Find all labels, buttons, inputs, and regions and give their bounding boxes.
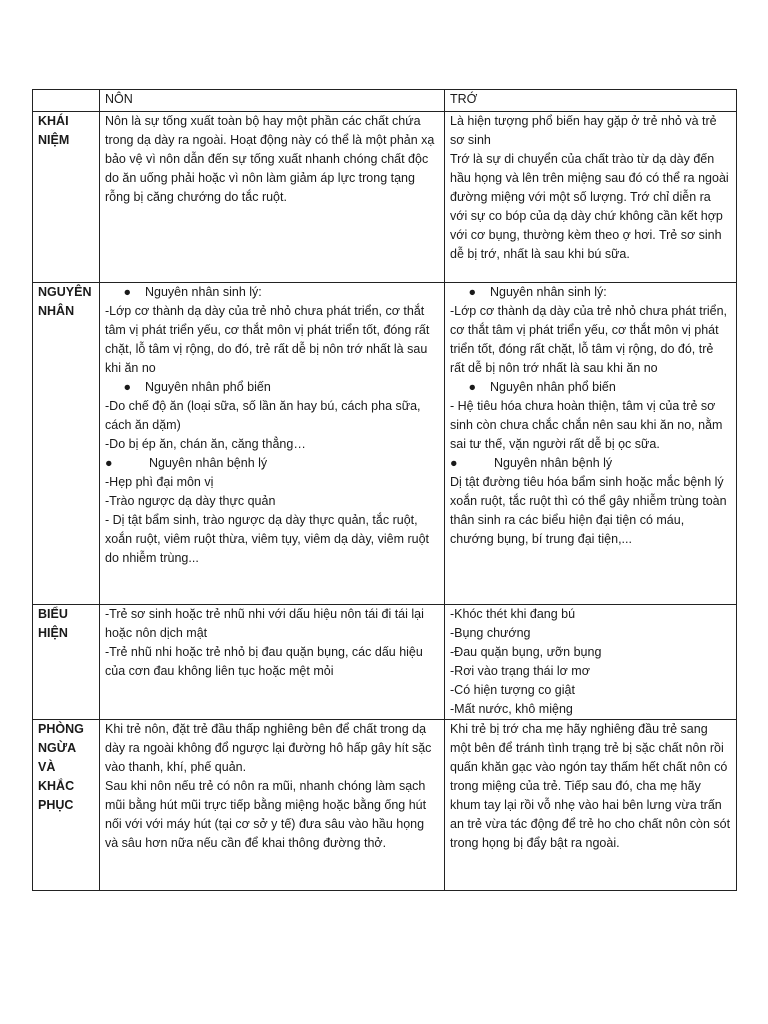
paragraph: -Hẹp phì đại môn vị [105,475,214,489]
bullet-item [105,378,439,397]
list-item: -Có hiện tượng co giật [450,683,575,697]
bullet-icon: ● [105,456,113,470]
paragraph: Khi trẻ bị trớ cha mẹ hãy nghiêng đầu trẻ sang một bên để tránh tình trạng trẻ bị sặc chất nôn rồi quấn khăn gạc vào ngón tay thấm hết chất nôn có trong miệng của trẻ. Tiếp sau đó, cha mẹ hãy khum tay lại rồi vỗ nhẹ vào hai bên lưng vừa trấn an trẻ vừa tác động để trẻ ho cho chất nôn còn sót trong họng bị đẩy bật ra ngoài. [450,722,731,850]
header-blank [33,90,100,112]
list-item: -Rơi vào trạng thái lơ mơ [450,664,590,678]
row-label-phong-ngua: PHÒNG NGỪA VÀ KHẮC PHỤC [33,720,100,891]
bullet-icon: ● [468,285,476,299]
paragraph: -Trào ngược dạ dày thực quản [105,494,276,508]
list-item: -Bụng chướng [450,626,531,640]
list-item: -Mất nước, khô miệng [450,702,573,716]
paragraph: Khi trẻ nôn, đặt trẻ đầu thấp nghiêng bên để chất trong dạ dày ra ngoài không đổ ngược lại đường hô hấp gây hít sặc vào thanh, khí, phế quản. [105,722,432,774]
cell-khai-niem-non [100,112,445,283]
paragraph: - Hệ tiêu hóa chưa hoàn thiện, tâm vị của trẻ sơ sinh còn chưa chắc chắn nên sau khi ăn no, nằm sai tư thế, vặn người rất dễ bị ọc sữa. [450,399,723,451]
bullet-heading: Nguyên nhân bệnh lý [494,456,613,470]
cell-phong-ngua-non [100,720,445,891]
bullet-item [450,378,731,397]
paragraph: -Do chế độ ăn (loại sữa, số lần ăn hay bú, cách pha sữa, cách ăn dặm) [105,399,421,432]
bullet-icon: ● [450,456,458,470]
bullet-heading: Nguyên nhân sinh lý: [145,285,262,299]
list-item: -Khóc thét khi đang bú [450,607,576,621]
bullet-heading: Nguyên nhân sinh lý: [490,285,607,299]
bullet-heading: Nguyên nhân phổ biến [490,380,616,394]
bullet-heading: Nguyên nhân bệnh lý [149,456,268,470]
row-label-khai-niem: KHÁI NIỆM [33,112,100,283]
row-phong-ngua [33,720,737,891]
cell-bieu-hien-non [100,605,445,720]
list-item: -Trẻ sơ sinh hoặc trẻ nhũ nhi với dấu hiệu nôn tái đi tái lại hoặc nôn dịch mật [105,607,424,640]
paragraph: -Lớp cơ thành dạ dày của trẻ nhỏ chưa phát triển, cơ thắt tâm vị phát triển yếu, cơ thắt môn vị phát triển tốt, đóng rất chặt, lỗ tâm vị rộng, do đó, trẻ rất dễ bị nôn trớ nhất là sau khi ăn no [105,304,430,375]
header-non: NÔN [100,90,445,112]
paragraph: Sau khi nôn nếu trẻ có nôn ra mũi, nhanh chóng làm sạch mũi bằng hút mũi trực tiếp bằng miệng hoặc bằng ống hút nối với với máy hút (tại cơ sở y tế) đưa sâu vào hầu họng và sâu hơn nữa nếu cần để khai thông đường thở. [105,779,427,850]
paragraph: Dị tật đường tiêu hóa bẩm sinh hoặc mắc bệnh lý xoắn ruột, tắc ruột thì có thể gây nhiễm trùng toàn thân sinh ra các biểu hiện đại tiện có máu, chướng bụng, bí trung đại tiện,... [450,475,727,546]
cell-nguyen-nhan-tro [445,283,737,605]
cell-phong-ngua-tro [445,720,737,891]
cell-bieu-hien-tro [445,605,737,720]
row-khai-niem [33,112,737,283]
row-nguyen-nhan [33,283,737,605]
cell-khai-niem-tro [445,112,737,283]
paragraph: -Lớp cơ thành dạ dày của trẻ nhỏ chưa phát triển, cơ thắt tâm vị phát triển yếu, cơ thắt môn vị phát triển tốt, đóng rất chặt, lỗ tâm vị rộng, do đó, trẻ rất dễ bị nôn trớ nhất là sau khi ăn no [450,304,728,375]
paragraph: -Do bị ép ăn, chán ăn, căng thẳng… [105,437,306,451]
bullet-icon: ● [123,380,131,394]
row-label-nguyen-nhan: NGUYÊN NHÂN [33,283,100,605]
bullet-item [105,454,439,473]
bullet-icon: ● [123,285,131,299]
bullet-item [105,283,439,302]
bullet-item [450,454,731,473]
paragraph: - Dị tật bẩm sinh, trào ngược dạ dày thực quản, tắc ruột, xoắn ruột, viêm ruột thừa, viêm tụy, viêm dạ dày, viêm ruột do nhiễm trùng... [105,513,430,565]
header-tro: TRỚ [445,90,737,112]
comparison-table [32,89,737,891]
header-row [33,90,737,112]
cell-nguyen-nhan-non [100,283,445,605]
row-label-bieu-hien: BIỂU HIỆN [33,605,100,720]
bullet-item [450,283,731,302]
khai-niem-tro-line-2: Trớ là sự di chuyển của chất trào từ dạ dày đến hầu họng và lên trên miệng sau đó có thể ra ngoài đường miệng với một số lượng. Trớ chỉ diễn ra với sự co bóp của dạ dày chứ không cần kết hợp với cơ bụng, thường kèm theo ợ hơi. Trẻ sơ sinh dễ bị trớ, nhất là sau khi bú sữa. [450,152,729,261]
row-bieu-hien [33,605,737,720]
bullet-icon: ● [468,380,476,394]
khai-niem-tro-line-1: Là hiện tượng phổ biến hay gặp ở trẻ nhỏ và trẻ sơ sinh [450,114,717,147]
list-item: -Đau quặn bụng, ưỡn bụng [450,645,602,659]
list-item: -Trẻ nhũ nhi hoặc trẻ nhỏ bị đau quặn bụng, các dấu hiệu của cơn đau không liên tục hoặc mệt mỏi [105,645,423,678]
khai-niem-non-text: Nôn là sự tống xuất toàn bộ hay một phần các chất chứa trong dạ dày ra ngoài. Hoạt động này có thể là một phản xạ bảo vệ vì nôn dẫn đến sự tống xuất nhanh chóng chất độc do ăn uống phải hoặc vì nôn làm giảm áp lực trong tạng rỗng bị căng chướng do tắc ruột. [105,114,435,204]
bullet-heading: Nguyên nhân phổ biến [145,380,271,394]
